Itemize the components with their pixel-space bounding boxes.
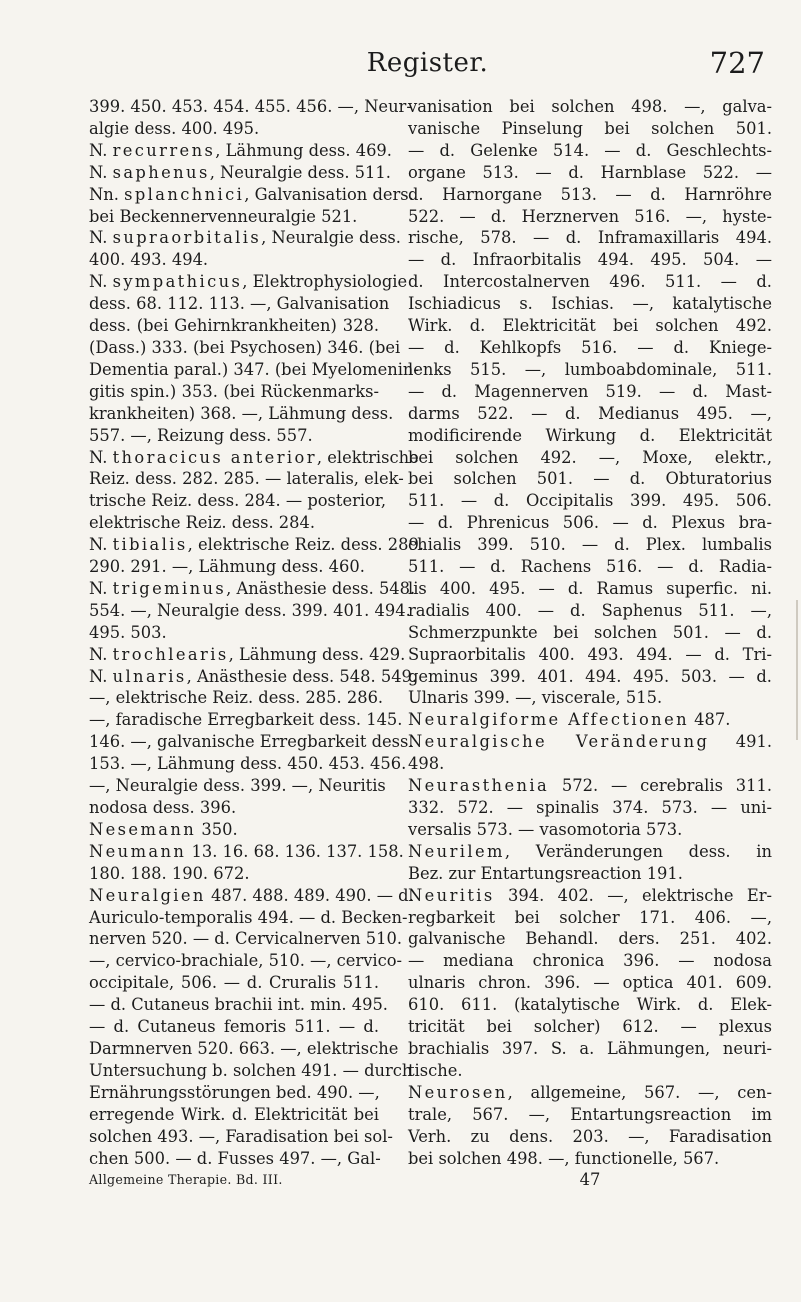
index-line: Verh. zu dens. 203. —, Faradisation	[408, 1126, 772, 1146]
index-line: — d. Magennerven 519. — d. Mast-	[408, 381, 772, 401]
index-line: ulnaris chron. 396. — optica 401. 609.	[408, 973, 772, 993]
index-line: bei Beckennervenneuralgie 521.	[89, 206, 358, 226]
index-line: tische.	[408, 1060, 463, 1080]
index-line: Neuralgische Veränderung 491.	[408, 732, 772, 752]
index-line: radialis 400. — d. Saphenus 511. —,	[408, 600, 772, 620]
index-line: 511. — d. Rachens 516. — d. Radia-	[408, 557, 772, 577]
index-line: lenks 515. —, lumboabdominale, 511.	[408, 359, 772, 379]
index-line: Neurilem, Veränderungen dess. in	[408, 841, 772, 861]
footer-note: Allgemeine Therapie. Bd. III.	[89, 1172, 283, 1188]
index-line: rische, 578. — d. Inframaxillaris 494.	[408, 228, 772, 248]
page-header	[90, 48, 765, 86]
index-line: N. recurrens, Lähmung dess. 469.	[89, 140, 392, 160]
index-line: Schmerzpunkte bei solchen 501. — d.	[408, 622, 772, 642]
index-line: — mediana chronica 396. — nodosa	[408, 951, 772, 971]
index-line: occipitale, 506. — d. Cruralis 511.	[89, 973, 379, 993]
index-line: bei solchen 498. —, functionelle, 567.	[408, 1148, 720, 1168]
page-edge-shadow	[796, 600, 798, 740]
page-number: 727	[709, 46, 765, 80]
index-line: N. tibialis, elektrische Reiz. dess. 289.	[89, 535, 425, 555]
spaced-headword: Nesemann	[89, 819, 197, 839]
index-line: trische Reiz. dess. 284. — posterior,	[89, 491, 387, 511]
spaced-headword: Neumann	[89, 841, 187, 861]
index-line: solchen 493. —, Faradisation bei sol-	[89, 1126, 393, 1146]
index-line: lis 400. 495. — d. Ramus superfic. ni.	[408, 578, 772, 598]
index-line: 522. — d. Herznerven 516. —, hyste-	[408, 206, 772, 226]
index-line: Neuralgiforme Affectionen 487.	[408, 710, 731, 730]
index-line: vanisation bei solchen 498. —, galva-	[408, 97, 772, 116]
spaced-headword: ulnaris	[112, 666, 187, 686]
index-line: Darmnerven 520. 663. —, elektrische	[89, 1038, 399, 1058]
index-line: Ulnaris 399. —, viscerale, 515.	[408, 688, 663, 708]
index-line: dess. 68. 112. 113. —, Galvanisation	[89, 294, 390, 314]
index-line: nodosa dess. 396.	[89, 798, 237, 817]
index-line: Untersuchung b. solchen 491. — durch	[89, 1060, 413, 1080]
index-line: 495. 503.	[89, 622, 167, 642]
index-line: dess. (bei Gehirnkrankheiten) 328.	[89, 316, 379, 336]
index-line: d. Intercostalnerven 496. 511. — d.	[408, 272, 772, 292]
index-line: elektrische Reiz. dess. 284.	[89, 513, 316, 533]
spaced-headword: Neuralgische Veränderung	[408, 732, 710, 752]
index-line: — d. Cutaneus femoris 511. — d.	[89, 1017, 379, 1037]
spaced-headword: Neurasthenia	[408, 776, 550, 796]
index-line: bei solchen 501. — d. Obturatorius	[408, 469, 772, 489]
spaced-headword: Neurilem	[408, 841, 505, 861]
spaced-headword: Neuritis	[408, 885, 495, 905]
index-line: 554. —, Neuralgie dess. 399. 401. 494.	[89, 600, 411, 620]
index-line: Supraorbitalis 400. 493. 494. — d. Tri-	[408, 644, 772, 664]
index-line: Dementia paral.) 347. (bei Myelomenin-	[89, 359, 419, 379]
index-line: N. ulnaris, Anästhesie dess. 548. 549.	[89, 666, 418, 686]
index-line: Ernährungsstörungen bed. 490. —,	[89, 1082, 380, 1102]
index-line: Neurosen, allgemeine, 567. —, cen-	[408, 1082, 772, 1102]
index-line: krankheiten) 368. —, Lähmung dess.	[89, 403, 394, 423]
index-line: Bez. zur Entartungsreaction 191.	[408, 863, 683, 883]
index-line: regbarkeit bei solcher 171. 406. —,	[408, 907, 772, 927]
index-line: chen 500. — d. Fusses 497. —, Gal-	[89, 1148, 381, 1168]
index-line: tricität bei solcher) 612. — plexus	[408, 1017, 772, 1037]
index-line: —, Neuralgie dess. 399. —, Neuritis	[89, 776, 386, 796]
index-line: Neumann 13. 16. 68. 136. 137. 158.	[89, 841, 404, 861]
index-line: 153. —, Lähmung dess. 450. 453. 456.	[89, 754, 407, 774]
index-line: Nesemann 350.	[89, 819, 238, 839]
index-line: galvanische Behandl. ders. 251. 402.	[408, 929, 772, 949]
index-line: 399. 450. 453. 454. 455. 456. —, Neur-	[89, 97, 412, 116]
index-line: —, faradische Erregbarkeit dess. 145.	[89, 710, 403, 730]
index-line: Neuritis 394. 402. —, elektrische Er-	[408, 885, 772, 905]
spaced-headword: recurrens	[112, 140, 216, 160]
index-line: versalis 573. — vasomotoria 573.	[408, 819, 683, 839]
index-line: 180. 188. 190. 672.	[89, 863, 250, 883]
index-line: 511. — d. Occipitalis 399. 495. 506.	[408, 491, 772, 511]
index-line: 610. 611. (katalytische Wirk. d. Elek-	[408, 995, 772, 1015]
index-line: N. saphenus, Neuralgie dess. 511.	[89, 162, 391, 182]
index-line: d. Harnorgane 513. — d. Harnröhre	[408, 184, 772, 204]
index-line: erregende Wirk. d. Elektricität bei	[89, 1104, 379, 1124]
index-line: brachialis 397. S. a. Lähmungen, neuri-	[408, 1038, 772, 1058]
index-line: bei solchen 492. —, Moxe, elektr.,	[408, 447, 772, 467]
index-line: geminus 399. 401. 494. 495. 503. — d.	[408, 666, 772, 686]
spaced-headword: tibialis	[112, 535, 188, 555]
running-title: Register.	[366, 48, 489, 78]
spaced-headword: Neuralgien	[89, 885, 206, 905]
spaced-headword: Neuralgiforme Affectionen	[408, 710, 689, 730]
index-line: chialis 399. 510. — d. Plex. lumbalis	[408, 535, 772, 555]
index-line: 557. —, Reizung dess. 557.	[89, 425, 313, 445]
index-line: N. trigeminus, Anästhesie dess. 548.	[89, 578, 416, 598]
spaced-headword: Neurosen	[408, 1082, 508, 1102]
index-line: 400. 493. 494.	[89, 250, 209, 270]
index-line: Ischiadicus s. Ischias. —, katalytische	[408, 294, 772, 314]
spaced-headword: thoracicus anterior	[112, 447, 317, 467]
index-line: (Dass.) 333. (bei Psychosen) 346. (bei	[89, 337, 401, 357]
index-line: — d. Kehlkopfs 516. — d. Kniege-	[408, 337, 772, 357]
spaced-headword: sympathicus	[112, 272, 243, 292]
spaced-headword: trigeminus	[112, 578, 227, 598]
index-line: trale, 567. —, Entartungsreaction im	[408, 1104, 772, 1124]
spaced-headword: splanchnici	[124, 184, 245, 204]
index-line: — d. Cutaneus brachii int. min. 495.	[89, 995, 388, 1015]
spaced-headword: supraorbitalis	[112, 228, 262, 248]
index-line: algie dess. 400. 495.	[89, 118, 260, 138]
spaced-headword: trochlearis	[112, 644, 229, 664]
signature-mark: 47	[579, 1170, 601, 1190]
index-line: nerven 520. — d. Cervicalnerven 510.	[89, 929, 403, 949]
index-line: gitis spin.) 353. (bei Rückenmarks-	[89, 381, 379, 401]
index-line: 146. —, galvanische Erregbarkeit dess.	[89, 732, 414, 752]
right-column	[408, 96, 772, 1191]
index-line: N. trochlearis, Lähmung dess. 429.	[89, 644, 406, 664]
index-line: 332. 572. — spinalis 374. 573. — uni-	[408, 798, 772, 817]
index-line: Nn. splanchnici, Galvanisation ders.	[89, 184, 414, 204]
index-line: N. supraorbitalis, Neuralgie dess.	[89, 228, 401, 248]
index-line: organe 513. — d. Harnblase 522. —	[408, 162, 772, 182]
index-line: — d. Phrenicus 506. — d. Plexus bra-	[408, 513, 772, 533]
index-line: N. thoracicus anterior, elektrische	[89, 447, 419, 467]
index-line: Auriculo-temporalis 494. — d. Becken-	[89, 907, 408, 927]
left-column	[89, 96, 425, 1191]
index-line: Neuralgien 487. 488. 489. 490. — d.	[89, 885, 414, 905]
index-line: N. sympathicus, Elektrophysiologie	[89, 272, 408, 292]
index-line: —, elektrische Reiz. dess. 285. 286.	[89, 688, 384, 708]
index-line: Wirk. d. Elektricität bei solchen 492.	[408, 316, 772, 336]
index-line: Reiz. dess. 282. 285. — lateralis, elek-	[89, 469, 404, 489]
index-line: 498.	[408, 754, 445, 774]
index-line: modificirende Wirkung d. Elektricität	[408, 425, 772, 445]
spaced-headword: saphenus	[112, 162, 210, 182]
index-line: Neurasthenia 572. — cerebralis 311.	[408, 776, 772, 796]
index-line: darms 522. — d. Medianus 495. —,	[408, 403, 772, 423]
index-line: — d. Infraorbitalis 494. 495. 504. —	[408, 250, 772, 270]
index-line: 290. 291. —, Lähmung dess. 460.	[89, 557, 365, 577]
index-line: —, cervico-brachiale, 510. —, cervico-	[89, 951, 403, 971]
index-line: — d. Gelenke 514. — d. Geschlechts-	[408, 140, 772, 160]
index-line: vanische Pinselung bei solchen 501.	[408, 118, 772, 138]
